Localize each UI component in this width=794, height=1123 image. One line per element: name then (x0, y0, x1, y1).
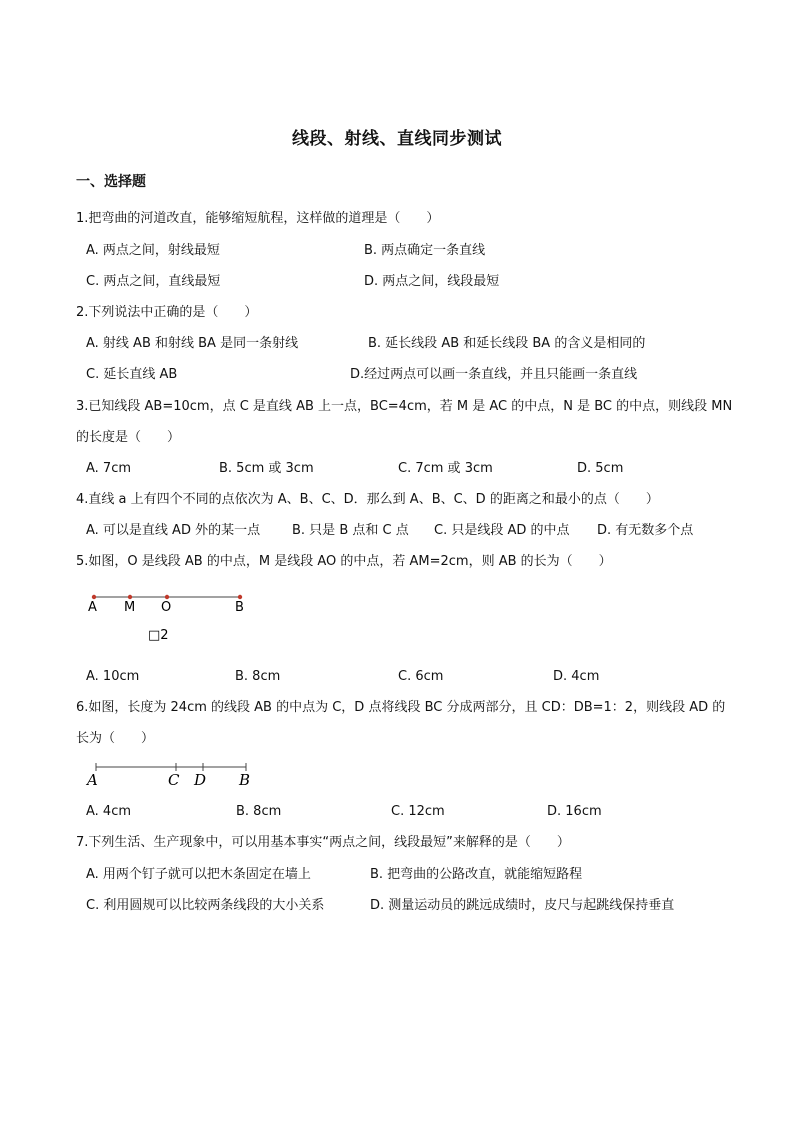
question-5-figure (84, 588, 264, 648)
question-7-stem: 7.下列生活、生产现象中，可以用基本事实“两点之间，线段最短”来解释的是（ ） (76, 835, 570, 850)
document-title: 线段、射线、直线同步测试 (292, 129, 502, 149)
point-b-label: B (239, 771, 251, 789)
question-3-option-a: A. 7cm (86, 461, 132, 476)
question-3-stem-line2: 的长度是（ ） (76, 430, 181, 445)
point-c-label: C (168, 771, 180, 789)
question-6-stem-line1: 6.如图，长度为 24cm 的线段 AB 的中点为 C，D 点将线段 BC 分成两部分，且 CD：DB=1：2，则线段 AD 的 (76, 700, 726, 715)
question-5-stem: 5.如图，O 是线段 AB 的中点，M 是线段 AO 的中点，若 AM=2cm，则 AB 的长为（ ） (76, 554, 612, 569)
question-4-option-d: D. 有无数多个点 (597, 523, 694, 538)
point-a-label: A (88, 600, 97, 615)
question-3-option-c: C. 7cm 或 3cm (398, 461, 493, 476)
question-6-figure (84, 758, 264, 792)
section-heading: 一、选择题 (76, 174, 146, 190)
question-2-option-b: B. 延长线段 AB 和延长线段 BA 的含义是相同的 (368, 336, 646, 351)
question-2-option-c: C. 延长直线 AB (86, 367, 178, 382)
question-3-option-d: D. 5cm (577, 461, 624, 476)
question-5-option-c: C. 6cm (398, 669, 444, 684)
question-5-option-a: A. 10cm (86, 669, 140, 684)
question-4-option-c: C. 只是线段 AD 的中点 (434, 523, 570, 538)
question-2-option-a: A. 射线 AB 和射线 BA 是同一条射线 (86, 336, 299, 351)
question-6-option-d: D. 16cm (547, 804, 602, 819)
question-6-option-b: B. 8cm (236, 804, 282, 819)
question-4-stem: 4.直线 a 上有四个不同的点依次为 A、B、C、D．那么到 A、B、C、D 的距离之和最小的点（ ） (76, 492, 659, 507)
question-5-option-d: D. 4cm (553, 669, 600, 684)
question-7-option-d: D. 测量运动员的跳远成绩时，皮尺与起跳线保持垂直 (370, 898, 675, 913)
question-6-stem-line2: 长为（ ） (76, 731, 155, 746)
question-1-option-b: B. 两点确定一条直线 (364, 243, 486, 258)
point-a-dot (92, 595, 96, 599)
point-a-label: A (87, 771, 98, 789)
question-6-option-a: A. 4cm (86, 804, 132, 819)
figure-caption: □2 (148, 628, 169, 643)
point-b-dot (238, 595, 242, 599)
question-3-option-b: B. 5cm 或 3cm (219, 461, 314, 476)
point-d-label: D (194, 771, 207, 789)
question-7-option-b: B. 把弯曲的公路改直，就能缩短路程 (370, 867, 583, 882)
question-4-option-a: A. 可以是直线 AD 外的某一点 (86, 523, 261, 538)
question-2-stem: 2.下列说法中正确的是（ ） (76, 305, 258, 320)
question-7-option-c: C. 利用圆规可以比较两条线段的大小关系 (86, 898, 325, 913)
question-1-stem: 1.把弯曲的河道改直，能够缩短航程，这样做的道理是（ ） (76, 211, 440, 226)
question-2-option-d: D.经过两点可以画一条直线，并且只能画一条直线 (350, 367, 638, 382)
question-3-stem-line1: 3.已知线段 AB=10cm，点 C 是直线 AB 上一点，BC=4cm，若 M 是 AC 的中点，N 是 BC 的中点，则线段 MN (76, 399, 733, 414)
point-b-label: B (235, 600, 244, 615)
question-1-option-c: C. 两点之间，直线最短 (86, 274, 221, 289)
question-1-option-d: D. 两点之间，线段最短 (364, 274, 500, 289)
question-6-option-c: C. 12cm (391, 804, 445, 819)
question-7-option-a: A. 用两个钉子就可以把木条固定在墙上 (86, 867, 311, 882)
point-m-dot (128, 595, 132, 599)
point-m-label: M (124, 600, 136, 615)
point-o-dot (165, 595, 169, 599)
question-1-option-a: A. 两点之间，射线最短 (86, 243, 220, 258)
question-5-option-b: B. 8cm (235, 669, 281, 684)
question-4-option-b: B. 只是 B 点和 C 点 (292, 523, 409, 538)
point-o-label: O (161, 600, 172, 615)
